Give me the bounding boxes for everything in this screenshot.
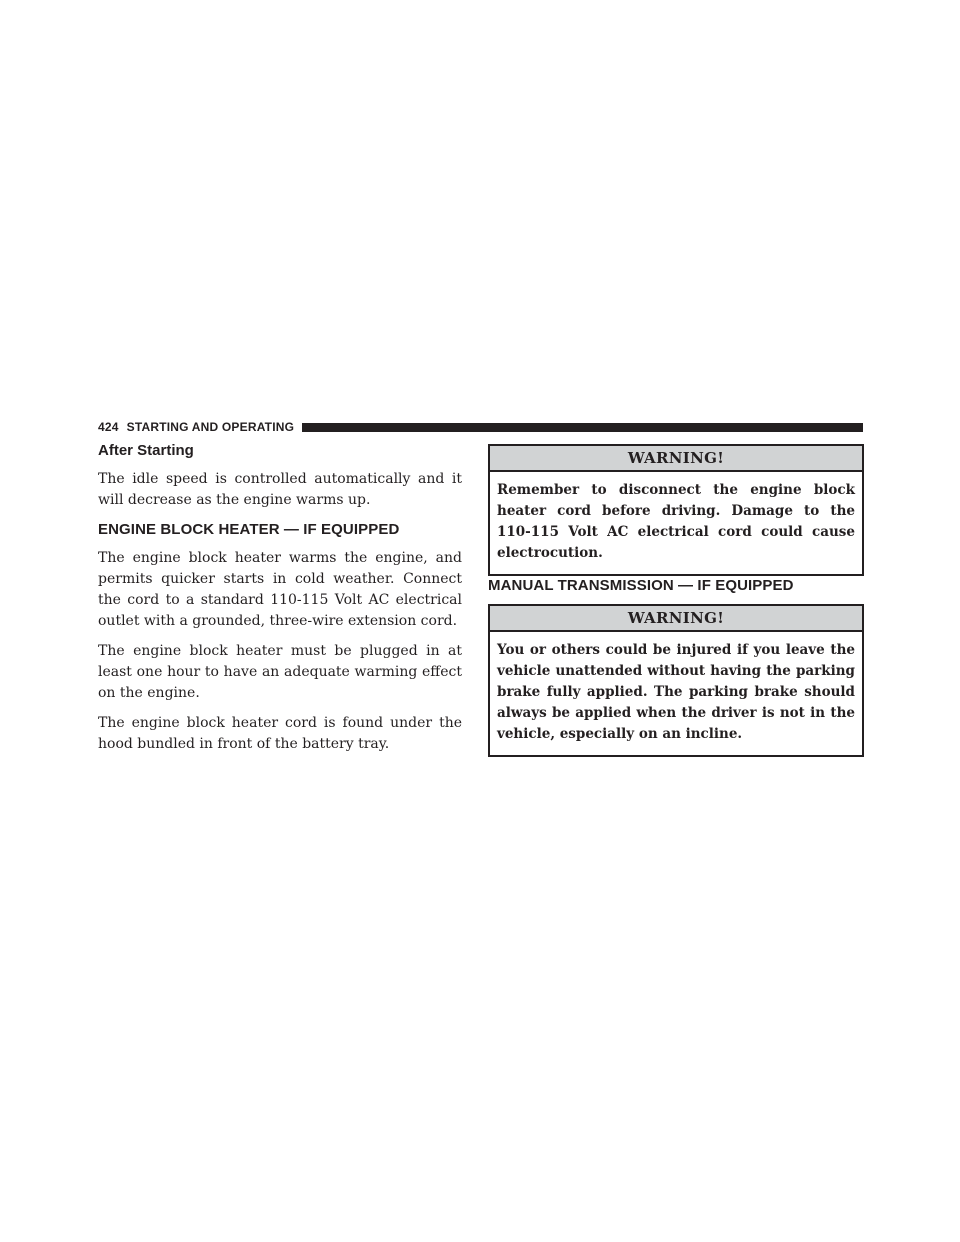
section-title: STARTING AND OPERATING [126,420,295,434]
warning-box-parking-brake [488,604,864,757]
engine-block-heater-paragraph-3: The engine block heater cord is found under the hood bundled in front of the battery tray. [98,715,462,752]
page-number: 424 [98,420,119,434]
manual-transmission-heading: MANUAL TRANSMISSION — IF EQUIPPED [488,577,794,594]
after-starting-paragraph: The idle speed is controlled automatically and it will decrease as the engine warms up. [98,471,462,508]
left-column [98,441,462,764]
warning-text: You or others could be injured if you leave the vehicle unattended without having the parking brake fully applied. The parking brake should always be applied when the driver is not in the vehicle, especially on an incline. [497,642,855,742]
engine-block-heater-paragraph-2: The engine block heater must be plugged in at least one hour to have an adequate warming effect on the engine. [98,643,462,701]
after-starting-heading: After Starting [98,442,194,459]
warning-title: WARNING! [490,606,862,632]
header-rule [302,423,863,432]
warning-text: Remember to disconnect the engine block heater cord before driving. Damage to the 110-115 Volt AC electrical cord could cause electrocution. [497,482,855,561]
warning-box-heater [488,444,864,576]
warning-title: WARNING! [490,446,862,472]
engine-block-heater-paragraph-1: The engine block heater warms the engine, and permits quicker starts in cold weather. Connect the cord to a standard 110-115 Volt AC electrical outlet with a grounded, three-wire extension cord. [98,550,462,629]
running-header [98,420,863,434]
right-column [488,444,864,757]
engine-block-heater-heading: ENGINE BLOCK HEATER — IF EQUIPPED [98,521,400,538]
